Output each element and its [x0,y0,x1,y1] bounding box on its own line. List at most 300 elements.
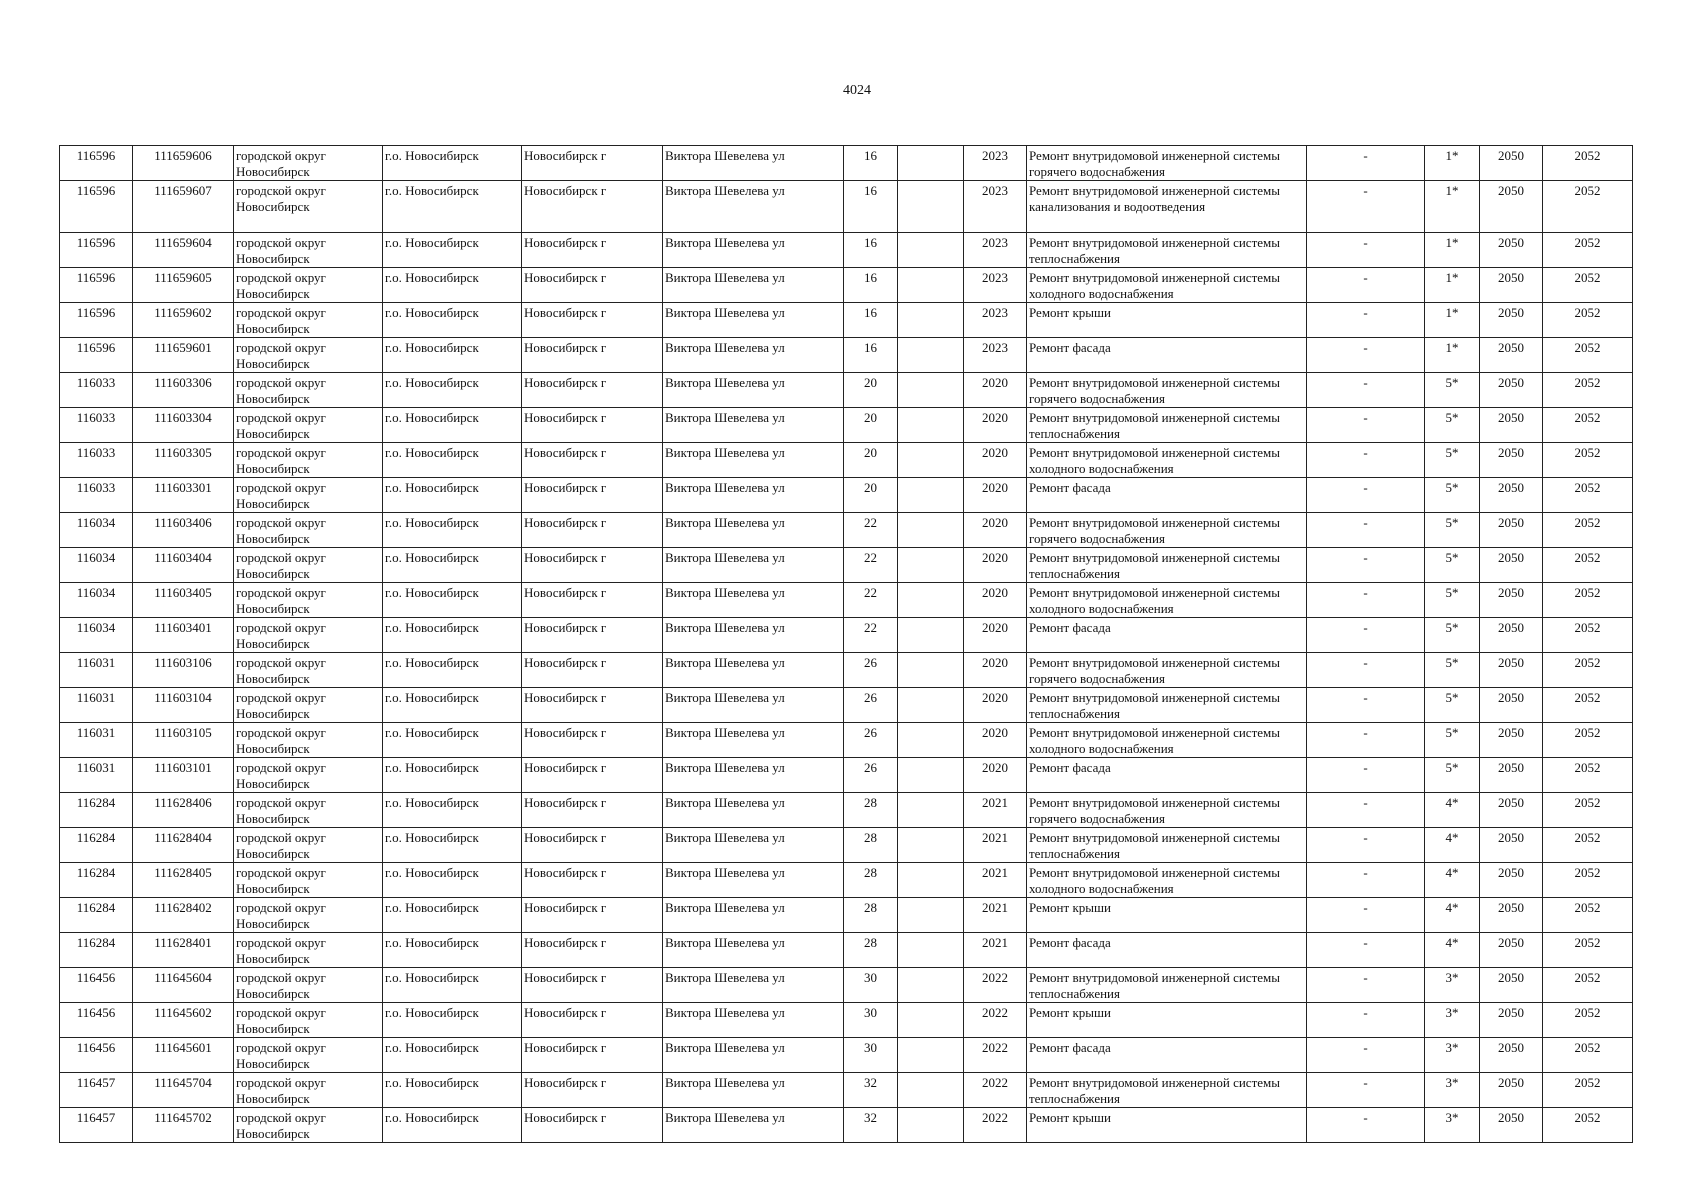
cell-district: г.о. Новосибирск [383,583,522,618]
cell-house-number: 22 [844,548,898,583]
cell-municipality: городской округ Новосибирск [234,513,383,548]
table-row [60,443,1633,478]
cell-end-year: 2052 [1543,548,1633,583]
cell-start-year: 2050 [1480,408,1543,443]
cell-house-id: 116284 [60,863,133,898]
cell-building [898,408,964,443]
cell-street: Виктора Шевелева ул [663,618,844,653]
cell-municipality: городской округ Новосибирск [234,933,383,968]
cell-settlement: Новосибирск г [522,478,663,513]
table-row [60,478,1633,513]
cell-settlement: Новосибирск г [522,1038,663,1073]
cell-district: г.о. Новосибирск [383,548,522,583]
cell-settlement: Новосибирск г [522,968,663,1003]
cell-year: 2023 [964,268,1027,303]
cell-start-year: 2050 [1480,583,1543,618]
cell-work-type: Ремонт внутридомовой инженерной системы теплоснабжения [1027,1073,1307,1108]
table-row [60,303,1633,338]
cell-work-id: 111603104 [133,688,234,723]
cell-district: г.о. Новосибирск [383,338,522,373]
cell-priority: 5* [1425,688,1480,723]
cell-house-id: 116034 [60,548,133,583]
cell-district: г.о. Новосибирск [383,723,522,758]
cell-work-id: 111603304 [133,408,234,443]
cell-end-year: 2052 [1543,443,1633,478]
cell-priority: 4* [1425,828,1480,863]
cell-building [898,478,964,513]
cell-street: Виктора Шевелева ул [663,268,844,303]
cell-street: Виктора Шевелева ул [663,548,844,583]
cell-street: Виктора Шевелева ул [663,933,844,968]
table-row [60,583,1633,618]
cell-start-year: 2050 [1480,373,1543,408]
cell-settlement: Новосибирск г [522,548,663,583]
cell-work-id: 111628404 [133,828,234,863]
cell-year: 2020 [964,758,1027,793]
cell-end-year: 2052 [1543,233,1633,268]
cell-start-year: 2050 [1480,968,1543,1003]
cell-end-year: 2052 [1543,513,1633,548]
cell-house-id: 116596 [60,338,133,373]
cell-house-number: 16 [844,338,898,373]
cell-work-id: 111645601 [133,1038,234,1073]
cell-street: Виктора Шевелева ул [663,863,844,898]
cell-municipality: городской округ Новосибирск [234,898,383,933]
cell-house-number: 30 [844,968,898,1003]
cell-house-number: 22 [844,583,898,618]
cell-house-id: 116596 [60,303,133,338]
cell-priority: 3* [1425,1073,1480,1108]
cell-priority: 5* [1425,548,1480,583]
cell-building [898,723,964,758]
cell-district: г.о. Новосибирск [383,968,522,1003]
table-row [60,181,1633,233]
cell-year: 2020 [964,443,1027,478]
cell-street: Виктора Шевелева ул [663,1003,844,1038]
cell-dash: - [1307,408,1425,443]
cell-work-type: Ремонт внутридомовой инженерной системы теплоснабжения [1027,408,1307,443]
cell-year: 2023 [964,146,1027,181]
table-row [60,233,1633,268]
cell-work-type: Ремонт фасада [1027,478,1307,513]
cell-house-number: 30 [844,1038,898,1073]
cell-priority: 1* [1425,181,1480,233]
cell-street: Виктора Шевелева ул [663,898,844,933]
cell-end-year: 2052 [1543,373,1633,408]
cell-settlement: Новосибирск г [522,443,663,478]
cell-end-year: 2052 [1543,723,1633,758]
cell-end-year: 2052 [1543,478,1633,513]
cell-building [898,583,964,618]
cell-dash: - [1307,233,1425,268]
cell-building [898,513,964,548]
table-row [60,1038,1633,1073]
cell-municipality: городской округ Новосибирск [234,303,383,338]
cell-district: г.о. Новосибирск [383,1108,522,1143]
cell-work-id: 111603106 [133,653,234,688]
cell-priority: 5* [1425,723,1480,758]
cell-priority: 1* [1425,146,1480,181]
cell-municipality: городской округ Новосибирск [234,548,383,583]
cell-priority: 4* [1425,793,1480,828]
cell-street: Виктора Шевелева ул [663,723,844,758]
cell-work-id: 111603301 [133,478,234,513]
cell-priority: 5* [1425,478,1480,513]
cell-house-id: 116457 [60,1073,133,1108]
cell-work-type: Ремонт внутридомовой инженерной системы теплоснабжения [1027,233,1307,268]
cell-house-id: 116596 [60,268,133,303]
cell-dash: - [1307,338,1425,373]
cell-municipality: городской округ Новосибирск [234,583,383,618]
table-row [60,548,1633,583]
table-row [60,898,1633,933]
cell-municipality: городской округ Новосибирск [234,373,383,408]
cell-year: 2022 [964,1073,1027,1108]
cell-building [898,968,964,1003]
cell-year: 2020 [964,583,1027,618]
cell-priority: 5* [1425,373,1480,408]
cell-house-id: 116033 [60,373,133,408]
cell-work-id: 111628405 [133,863,234,898]
cell-start-year: 2050 [1480,478,1543,513]
cell-district: г.о. Новосибирск [383,233,522,268]
cell-street: Виктора Шевелева ул [663,233,844,268]
cell-street: Виктора Шевелева ул [663,373,844,408]
cell-house-id: 116596 [60,146,133,181]
cell-end-year: 2052 [1543,653,1633,688]
cell-settlement: Новосибирск г [522,303,663,338]
cell-municipality: городской округ Новосибирск [234,1003,383,1038]
cell-work-type: Ремонт внутридомовой инженерной системы теплоснабжения [1027,548,1307,583]
cell-end-year: 2052 [1543,968,1633,1003]
cell-work-id: 111603305 [133,443,234,478]
cell-start-year: 2050 [1480,1108,1543,1143]
cell-municipality: городской округ Новосибирск [234,443,383,478]
cell-street: Виктора Шевелева ул [663,583,844,618]
cell-start-year: 2050 [1480,303,1543,338]
cell-building [898,618,964,653]
cell-work-id: 111645704 [133,1073,234,1108]
cell-building [898,338,964,373]
cell-year: 2020 [964,478,1027,513]
table-row [60,653,1633,688]
cell-municipality: городской округ Новосибирск [234,146,383,181]
cell-work-type: Ремонт крыши [1027,1003,1307,1038]
cell-end-year: 2052 [1543,898,1633,933]
cell-house-id: 116596 [60,181,133,233]
cell-dash: - [1307,373,1425,408]
cell-end-year: 2052 [1543,1108,1633,1143]
cell-house-id: 116456 [60,1003,133,1038]
cell-year: 2023 [964,181,1027,233]
cell-street: Виктора Шевелева ул [663,758,844,793]
cell-work-id: 111603404 [133,548,234,583]
cell-district: г.о. Новосибирск [383,1038,522,1073]
cell-year: 2020 [964,513,1027,548]
cell-work-id: 111603101 [133,758,234,793]
cell-street: Виктора Шевелева ул [663,478,844,513]
cell-work-id: 111603306 [133,373,234,408]
cell-settlement: Новосибирск г [522,933,663,968]
cell-year: 2020 [964,618,1027,653]
cell-dash: - [1307,828,1425,863]
cell-street: Виктора Шевелева ул [663,181,844,233]
table-row [60,338,1633,373]
cell-settlement: Новосибирск г [522,181,663,233]
cell-building [898,443,964,478]
cell-work-type: Ремонт внутридомовой инженерной системы канализования и водоотведения [1027,181,1307,233]
cell-street: Виктора Шевелева ул [663,653,844,688]
cell-house-number: 16 [844,146,898,181]
cell-building [898,181,964,233]
cell-work-type: Ремонт внутридомовой инженерной системы горячего водоснабжения [1027,373,1307,408]
cell-building [898,758,964,793]
table-row [60,828,1633,863]
cell-priority: 4* [1425,898,1480,933]
cell-work-type: Ремонт внутридомовой инженерной системы горячего водоснабжения [1027,146,1307,181]
cell-house-id: 116031 [60,653,133,688]
table-row [60,513,1633,548]
cell-priority: 1* [1425,303,1480,338]
cell-dash: - [1307,933,1425,968]
cell-end-year: 2052 [1543,583,1633,618]
cell-work-type: Ремонт внутридомовой инженерной системы холодного водоснабжения [1027,443,1307,478]
cell-start-year: 2050 [1480,513,1543,548]
cell-building [898,793,964,828]
cell-settlement: Новосибирск г [522,1003,663,1038]
cell-end-year: 2052 [1543,863,1633,898]
cell-settlement: Новосибирск г [522,268,663,303]
cell-house-number: 28 [844,828,898,863]
cell-dash: - [1307,443,1425,478]
cell-work-type: Ремонт крыши [1027,1108,1307,1143]
cell-house-id: 116031 [60,688,133,723]
cell-start-year: 2050 [1480,338,1543,373]
cell-priority: 5* [1425,583,1480,618]
cell-end-year: 2052 [1543,268,1633,303]
cell-work-type: Ремонт внутридомовой инженерной системы теплоснабжения [1027,688,1307,723]
cell-street: Виктора Шевелева ул [663,1038,844,1073]
cell-municipality: городской округ Новосибирск [234,793,383,828]
cell-priority: 5* [1425,408,1480,443]
cell-dash: - [1307,513,1425,548]
cell-end-year: 2052 [1543,1003,1633,1038]
cell-work-type: Ремонт внутридомовой инженерной системы горячего водоснабжения [1027,793,1307,828]
cell-work-id: 111645702 [133,1108,234,1143]
cell-settlement: Новосибирск г [522,863,663,898]
cell-end-year: 2052 [1543,338,1633,373]
cell-settlement: Новосибирск г [522,758,663,793]
cell-end-year: 2052 [1543,408,1633,443]
cell-house-number: 22 [844,618,898,653]
cell-dash: - [1307,968,1425,1003]
cell-work-type: Ремонт фасада [1027,618,1307,653]
cell-dash: - [1307,548,1425,583]
cell-house-id: 116033 [60,408,133,443]
cell-work-type: Ремонт фасада [1027,933,1307,968]
cell-building [898,898,964,933]
cell-building [898,373,964,408]
cell-work-type: Ремонт крыши [1027,898,1307,933]
table-row [60,1003,1633,1038]
cell-municipality: городской округ Новосибирск [234,618,383,653]
cell-work-type: Ремонт внутридомовой инженерной системы холодного водоснабжения [1027,863,1307,898]
cell-house-id: 116031 [60,758,133,793]
cell-house-number: 26 [844,723,898,758]
cell-dash: - [1307,1073,1425,1108]
cell-year: 2022 [964,968,1027,1003]
cell-district: г.о. Новосибирск [383,513,522,548]
cell-work-type: Ремонт внутридомовой инженерной системы горячего водоснабжения [1027,653,1307,688]
cell-work-type: Ремонт внутридомовой инженерной системы холодного водоснабжения [1027,268,1307,303]
cell-work-type: Ремонт внутридомовой инженерной системы холодного водоснабжения [1027,723,1307,758]
cell-district: г.о. Новосибирск [383,268,522,303]
cell-end-year: 2052 [1543,1038,1633,1073]
cell-priority: 3* [1425,968,1480,1003]
cell-municipality: городской округ Новосибирск [234,863,383,898]
cell-municipality: городской округ Новосибирск [234,968,383,1003]
cell-end-year: 2052 [1543,688,1633,723]
cell-district: г.о. Новосибирск [383,443,522,478]
cell-year: 2021 [964,933,1027,968]
cell-house-number: 28 [844,898,898,933]
table-row [60,408,1633,443]
cell-dash: - [1307,478,1425,513]
cell-start-year: 2050 [1480,1038,1543,1073]
cell-street: Виктора Шевелева ул [663,338,844,373]
table-row [60,968,1633,1003]
cell-start-year: 2050 [1480,898,1543,933]
cell-settlement: Новосибирск г [522,1108,663,1143]
cell-house-number: 28 [844,933,898,968]
cell-house-number: 20 [844,478,898,513]
page-number: 4024 [843,83,871,98]
cell-municipality: городской округ Новосибирск [234,233,383,268]
cell-building [898,1073,964,1108]
cell-house-number: 22 [844,513,898,548]
cell-start-year: 2050 [1480,618,1543,653]
cell-dash: - [1307,758,1425,793]
cell-priority: 5* [1425,618,1480,653]
cell-house-id: 116596 [60,233,133,268]
cell-municipality: городской округ Новосибирск [234,408,383,443]
cell-end-year: 2052 [1543,828,1633,863]
cell-dash: - [1307,898,1425,933]
cell-house-id: 116031 [60,723,133,758]
table-row [60,863,1633,898]
cell-work-id: 111603401 [133,618,234,653]
cell-dash: - [1307,181,1425,233]
cell-year: 2020 [964,373,1027,408]
cell-settlement: Новосибирск г [522,146,663,181]
cell-start-year: 2050 [1480,1003,1543,1038]
cell-street: Виктора Шевелева ул [663,968,844,1003]
cell-dash: - [1307,618,1425,653]
cell-start-year: 2050 [1480,723,1543,758]
cell-work-id: 111628401 [133,933,234,968]
cell-priority: 5* [1425,443,1480,478]
table-row [60,793,1633,828]
cell-year: 2020 [964,653,1027,688]
cell-work-id: 111659607 [133,181,234,233]
cell-house-number: 20 [844,443,898,478]
cell-street: Виктора Шевелева ул [663,146,844,181]
cell-house-id: 116456 [60,968,133,1003]
cell-house-id: 116033 [60,443,133,478]
cell-house-id: 116034 [60,583,133,618]
cell-end-year: 2052 [1543,303,1633,338]
cell-district: г.о. Новосибирск [383,1073,522,1108]
cell-start-year: 2050 [1480,653,1543,688]
cell-district: г.о. Новосибирск [383,933,522,968]
cell-work-id: 111659601 [133,338,234,373]
cell-start-year: 2050 [1480,828,1543,863]
table-row [60,1108,1633,1143]
cell-start-year: 2050 [1480,1073,1543,1108]
cell-building [898,828,964,863]
cell-year: 2020 [964,548,1027,583]
cell-street: Виктора Шевелева ул [663,1108,844,1143]
cell-start-year: 2050 [1480,758,1543,793]
cell-municipality: городской округ Новосибирск [234,1073,383,1108]
cell-settlement: Новосибирск г [522,373,663,408]
cell-municipality: городской округ Новосибирск [234,181,383,233]
cell-street: Виктора Шевелева ул [663,443,844,478]
cell-municipality: городской округ Новосибирск [234,478,383,513]
cell-district: г.о. Новосибирск [383,618,522,653]
cell-dash: - [1307,653,1425,688]
cell-work-type: Ремонт внутридомовой инженерной системы холодного водоснабжения [1027,583,1307,618]
cell-municipality: городской округ Новосибирск [234,758,383,793]
cell-start-year: 2050 [1480,548,1543,583]
cell-dash: - [1307,303,1425,338]
cell-house-id: 116457 [60,1108,133,1143]
cell-work-id: 111603405 [133,583,234,618]
cell-building [898,863,964,898]
cell-start-year: 2050 [1480,146,1543,181]
cell-settlement: Новосибирск г [522,618,663,653]
cell-end-year: 2052 [1543,933,1633,968]
cell-municipality: городской округ Новосибирск [234,1108,383,1143]
cell-house-number: 20 [844,408,898,443]
cell-district: г.о. Новосибирск [383,478,522,513]
cell-municipality: городской округ Новосибирск [234,723,383,758]
cell-district: г.о. Новосибирск [383,146,522,181]
cell-start-year: 2050 [1480,443,1543,478]
cell-house-id: 116284 [60,793,133,828]
cell-priority: 5* [1425,513,1480,548]
cell-priority: 1* [1425,268,1480,303]
cell-settlement: Новосибирск г [522,828,663,863]
cell-work-type: Ремонт крыши [1027,303,1307,338]
cell-work-type: Ремонт внутридомовой инженерной системы горячего водоснабжения [1027,513,1307,548]
cell-street: Виктора Шевелева ул [663,828,844,863]
cell-year: 2021 [964,828,1027,863]
cell-house-number: 26 [844,688,898,723]
cell-dash: - [1307,1038,1425,1073]
cell-work-type: Ремонт фасада [1027,1038,1307,1073]
cell-district: г.о. Новосибирск [383,863,522,898]
cell-house-number: 16 [844,233,898,268]
cell-street: Виктора Шевелева ул [663,408,844,443]
cell-settlement: Новосибирск г [522,408,663,443]
cell-work-id: 111628406 [133,793,234,828]
cell-dash: - [1307,1108,1425,1143]
cell-dash: - [1307,723,1425,758]
cell-work-type: Ремонт внутридомовой инженерной системы теплоснабжения [1027,968,1307,1003]
cell-start-year: 2050 [1480,933,1543,968]
cell-house-number: 30 [844,1003,898,1038]
